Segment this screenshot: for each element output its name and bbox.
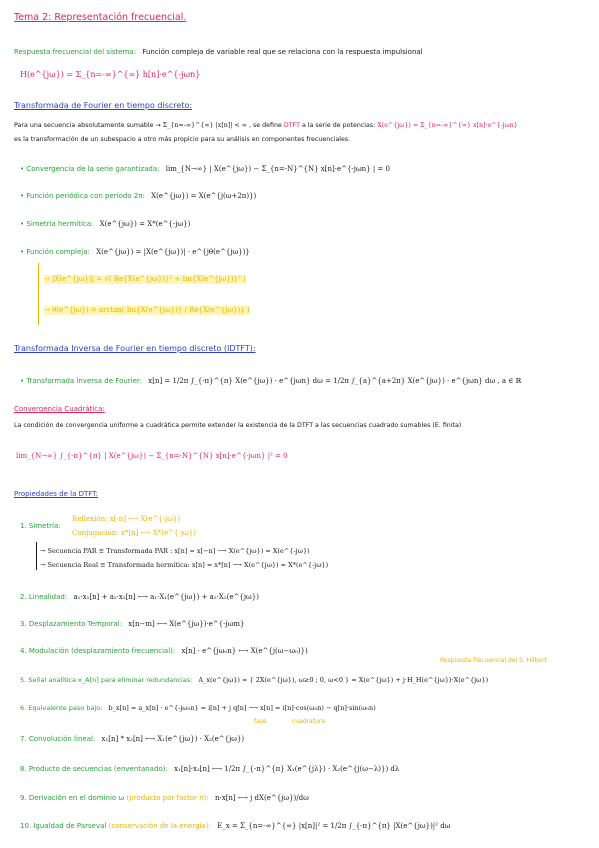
dtft-definition xyxy=(14,121,518,130)
prop-9-note: (producto por factor n): xyxy=(126,794,209,802)
prop-10-note: (conservación de la energía): xyxy=(108,822,211,830)
page-title: Tema 2: Representación frecuencial. xyxy=(14,12,187,23)
prop-8-label: 8. Producto de secuencias (enventanado): xyxy=(20,765,168,773)
fase-formula: → θ(e^{jω}) = arctan( Im{X(e^{jω})} / Re{X(e^{jω})} ) xyxy=(44,306,250,314)
prop-3-formula: x[n−m] ⟷ X(e^{jω})·e^{-jωm} xyxy=(128,620,245,628)
respuesta-line xyxy=(14,48,423,57)
cuadratica-text: La condición de convergencia uniforme a cuadrática permite extender la existencia de la DTFT a las secuencias cuadrado sumables (E. finita) xyxy=(14,422,462,429)
bullet-2-label: Función periódica con período 2π: xyxy=(26,192,145,200)
idtft-line: • Transformada inversa de Fourier: x[n] = 1/2π ∫_{-π}^{π} X(e^{jω}) · e^{jωn} dω = 1/2π ∫_{a}^{a+2π} X(e^{jω}) · e^{jωn} dω , a ∈ ℝ xyxy=(20,377,522,385)
fase-note: fase xyxy=(254,718,267,725)
simetria-bracket xyxy=(36,542,37,570)
prop-10-formula: E_x = Σ_{n=-∞}^{∞} |x[n]|² = 1/2π ∫_{-π}^{π} |X(e^{jω})|² dω xyxy=(217,822,451,830)
respuesta-formula: H(e^{jω}) = Σ_{n=-∞}^{∞} h[n]·e^{-jωn} xyxy=(20,70,201,79)
dtft-acronym: DTFT xyxy=(283,122,300,129)
prop-6-formula: b_x[n] = a_x[n] · e^{-jω₀n} = i[n] + j q[n] ⟶ x[n] = i[n]·cos(ω₀n) − q[n]·sin(ω₀n) xyxy=(108,704,376,712)
prop-modulacion xyxy=(20,647,308,656)
simetria-label: 1. Simetría: xyxy=(20,522,61,530)
dtft-bullet-2: • Función periódica con período 2π: X(e^{jω}) = X(e^{j(ω+2π)}) xyxy=(20,192,257,200)
prop-linealidad xyxy=(20,593,259,602)
propiedades-heading: Propiedades de la DTFT: xyxy=(14,490,99,498)
prop-7-formula: x₁[n] * x₂[n] ⟷ X₁(e^{jω}) · X₂(e^{jω}) xyxy=(101,735,245,743)
cuadratica-formula: lim_{N→∞} ∫_{-π}^{π} | X(e^{jω}) − Σ_{n=-N}^{N} x[n]·e^{-jωn} |² = 0 xyxy=(16,452,288,460)
prop-derivacion xyxy=(20,794,309,803)
prop-2-label: 2. Linealidad: xyxy=(20,593,68,601)
prop-4-formula: x[n] · e^{jω₀n} ⟷ X(e^{j(ω−ω₀)}) xyxy=(181,647,308,655)
yellow-bracket xyxy=(38,263,39,325)
prop-paso-bajo xyxy=(20,704,376,713)
bullet-3-label: Simetría hermítica: xyxy=(26,220,94,228)
dtft-line1-b: , se define xyxy=(248,122,282,129)
dtft-condition: Σ_{n=-∞}^{∞} |x[n]| < ∞ xyxy=(162,122,247,129)
bullet-3-formula: X(e^{jω}) = X*(e^{-jω}) xyxy=(99,220,191,228)
prop-5-formula: A_x(e^{jω}) = { 2X(e^{jω}), ω≥0 ; 0, ω<0 } = X(e^{jω}) + j·H_H(e^{jω})·X(e^{jω}) xyxy=(198,676,489,684)
cuadratura-note: cuadratura xyxy=(292,718,326,725)
prop-8-formula: x₁[n]·x₂[n] ⟷ 1/2π ∫_{-π}^{π} X₁(e^{jλ}) · X₂(e^{j(ω−λ)}) dλ xyxy=(174,765,400,773)
prop-3-label: 3. Desplazamiento Temporal: xyxy=(20,620,123,628)
dtft-line1-a: Para una secuencia absolutamente sumable → xyxy=(14,122,161,129)
secuencia-par-line: → Secuencia PAR ≡ Transformada PAR : x[n] = x[−n] ⟶ X(e^{jω}) = X(e^{-jω}) xyxy=(40,547,310,555)
bullet-4-formula: X(e^{jω}) = |X(e^{jω})| · e^{jθ(e^{jω})} xyxy=(96,248,250,256)
dtft-heading: Transformada de Fourier en tiempo discreto: xyxy=(14,101,193,110)
prop-10-label: 10. Igualdad de Parseval xyxy=(20,822,107,830)
prop-producto xyxy=(20,765,399,774)
prop-6-label: 6. Equivalente paso bajo: xyxy=(20,704,103,712)
bullet-1-label: Convergencia de la serie garantizada: xyxy=(26,165,160,173)
cuadratica-heading: Convergencia Cuadrática: xyxy=(14,405,105,413)
bullet-4-label: Función compleja: xyxy=(26,248,90,256)
prop-4-label: 4. Modulación (desplazamiento frecuencial): xyxy=(20,647,176,655)
dtft-formula: X(e^{jω}) = Σ_{n=-∞}^{∞} x[n]·e^{-jωn} xyxy=(377,122,518,129)
dtft-line1-c: a la serie de potencias: xyxy=(301,122,376,129)
hilbert-note: Respuesta frecuencial del S. Hilbert xyxy=(440,657,547,664)
reflexion-line: Reflexión: x[-n] ⟷ X(e^{-jω}) xyxy=(72,515,181,523)
respuesta-label: Respuesta frecuencial del sistema: xyxy=(14,48,137,56)
respuesta-text: Función compleja de variable real que se relaciona con la respuesta impulsional xyxy=(142,48,423,56)
prop-9-label: 9. Derivación en el dominio ω xyxy=(20,794,125,802)
idtft-heading: Transformada Inversa de Fourier en tiempo discreto (IDTFT): xyxy=(14,344,256,353)
prop-parseval xyxy=(20,822,450,831)
prop-9-formula: n·x[n] ⟷ j dX(e^{jω})/dω xyxy=(215,794,309,802)
prop-5-label: 5. Señal analítica x_A[n] para eliminar redundancias: xyxy=(20,676,193,684)
conjugacion-line: Conjugación: x*[n] ⟷ X*(e^{-jω}) xyxy=(72,529,196,537)
prop-2-formula: a₁·x₁[n] + a₂·x₂[n] ⟷ a₁·X₁(e^{jω}) + a₂·X₂(e^{jω}) xyxy=(73,593,259,601)
dtft-line2: es la transformación de un subespacio a otro más propicio para su análisis en componentes frecuenciales. xyxy=(14,136,351,143)
prop-desplazamiento xyxy=(20,620,244,629)
idtft-label: Transformada inversa de Fourier: xyxy=(26,377,143,385)
dtft-bullet-1: • Convergencia de la serie garantizada: lim_{N→∞} | X(e^{jω}) − Σ_{n=-N}^{N} x[n]·e^{-jωn} | = 0 xyxy=(20,165,390,173)
dtft-bullet-3: • Simetría hermítica: X(e^{jω}) = X*(e^{-jω}) xyxy=(20,220,191,228)
modulo-formula: → |X(e^{jω})| = √( Re{X(e^{jω})}² + Im{X(e^{jω})}² ) xyxy=(44,275,246,283)
bullet-2-formula: X(e^{jω}) = X(e^{j(ω+2π)}) xyxy=(151,192,257,200)
bullet-1-formula: lim_{N→∞} | X(e^{jω}) − Σ_{n=-N}^{N} x[n]·e^{-jωn} | = 0 xyxy=(165,165,390,173)
secuencia-real-line: → Secuencia Real ≡ Transformada hermítica: x[n] = x*[n] ⟶ X(e^{jω}) = X*(e^{-jω}) xyxy=(40,561,329,569)
prop-analitica xyxy=(20,676,488,685)
prop-7-label: 7. Convolución lineal: xyxy=(20,735,96,743)
prop-convolucion xyxy=(20,735,244,744)
idtft-formula: x[n] = 1/2π ∫_{-π}^{π} X(e^{jω}) · e^{jωn} dω = 1/2π ∫_{a}^{a+2π} X(e^{jω}) · e^{jωn} dω , a ∈ ℝ xyxy=(148,377,522,385)
dtft-bullet-4: • Función compleja: X(e^{jω}) = |X(e^{jω})| · e^{jθ(e^{jω})} xyxy=(20,248,250,256)
